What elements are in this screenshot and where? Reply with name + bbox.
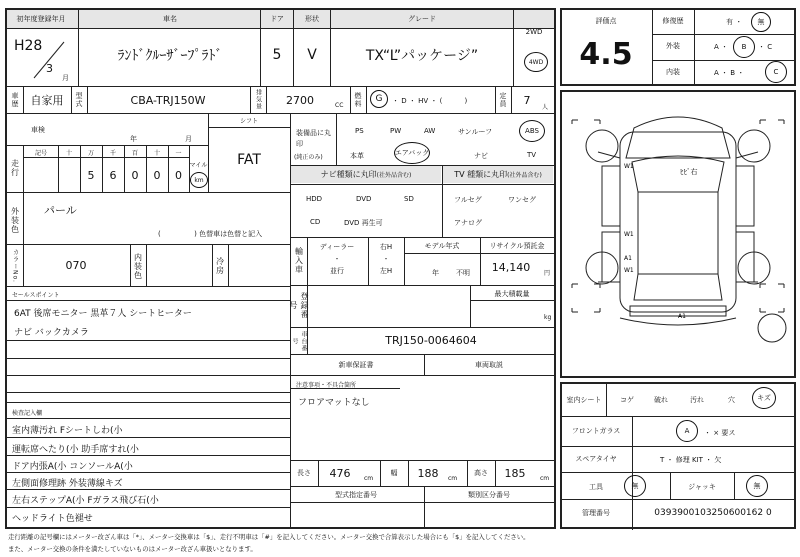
import-dot-1: ・	[333, 255, 341, 263]
class-label: 類別区分番号	[468, 491, 510, 499]
glass-label: フロントガラス	[571, 427, 621, 435]
notes-text: フロアマットなし	[298, 398, 370, 408]
height-label: 高さ	[474, 469, 488, 477]
exterior-c: ・ C	[758, 43, 773, 51]
drive-2wd: 2WD	[525, 28, 543, 36]
footer-line-2: また、メーター交換の条件を満たしていないものはメーター改ざん車扱いとなります。	[8, 545, 257, 553]
odo-sub: 記号	[34, 149, 47, 157]
cert-label: 型式指定番号	[335, 491, 377, 499]
equip-sub: (純正のみ)	[294, 154, 323, 161]
equip-ps: PS	[355, 127, 364, 135]
tv-label: TV 種類に丸印	[454, 170, 508, 179]
tools-label: 工具	[589, 483, 603, 491]
inspect-year: 年	[130, 135, 137, 143]
shape-label: 形状	[305, 15, 319, 23]
import-lh: 左H	[379, 267, 393, 275]
grade-value: TX“L”パッケージ”	[365, 48, 479, 64]
regnum-label: 登録番号	[289, 291, 309, 319]
jack-label: ジャッキ	[688, 483, 716, 491]
odo-digit-1	[58, 162, 80, 188]
modelyear-label: モデル年式	[424, 242, 460, 250]
exterior-a: A ・	[714, 43, 729, 51]
odo-km: km	[194, 176, 204, 184]
equip-tv: TV	[527, 151, 537, 159]
recycle-value: 14,140	[491, 260, 531, 274]
odo-digit-label-3: 千	[109, 149, 116, 157]
odo-digit-label-6: 一	[175, 149, 182, 157]
glass-a: A	[684, 427, 690, 435]
inspection-line-3: ドア内張A(小 コンソールA(小	[12, 462, 133, 472]
repair-options: 有 ・	[726, 18, 743, 26]
odo-label: 走行	[10, 159, 20, 177]
height-unit: cm	[540, 475, 550, 482]
odo-digit-5: 0	[153, 168, 161, 182]
equip-label: 装備品に丸印	[296, 129, 331, 148]
repair-none: 無	[757, 18, 765, 26]
odo-mile: マイル	[189, 161, 208, 169]
diagram-label-6: A1	[678, 313, 686, 320]
equip-navi: ナビ	[474, 152, 488, 160]
width-label: 幅	[390, 469, 398, 477]
inspection-line-5: 左右ステップA(小 Fガラス飛び石(小	[12, 496, 159, 506]
recycle-unit: 円	[544, 270, 551, 277]
drive-4wd: 4WD	[528, 58, 544, 66]
equip-aw: AW	[424, 127, 436, 135]
score-label: 評価点	[595, 17, 617, 25]
interior-label: 内装	[666, 68, 680, 76]
reg-month: 3	[46, 62, 53, 75]
odo-digit-label-4: 百	[131, 149, 138, 157]
cooler-label: 冷房	[215, 257, 225, 275]
equip-abs: ABS	[525, 127, 539, 135]
odo-digit-3: 6	[109, 168, 117, 182]
modelyear-unknown: 不明	[456, 269, 470, 277]
colorno-value: 070	[65, 258, 87, 272]
displacement-value: 2700	[286, 93, 314, 107]
chassis-value: TRJ150-0064604	[385, 333, 477, 347]
equip-airbag: エアバック	[394, 149, 430, 157]
colorno-label: カラーNo.	[11, 249, 19, 283]
navi-sub: (社外品含む)	[376, 172, 412, 179]
import-parallel: 並行	[330, 267, 344, 275]
tools-none: 無	[631, 482, 639, 490]
maxload-label: 最大積載量	[494, 290, 530, 298]
navi-dvd-play: DVD 再生可	[344, 219, 383, 227]
odo-digit-4: 0	[131, 168, 139, 182]
model-label: 型式	[75, 92, 83, 108]
use-label: 車歴	[11, 92, 19, 108]
fuel-options: ・ D ・ HV ・ ( )	[392, 97, 468, 105]
spare-options: T ・ 修理 KIT ・ 欠	[660, 456, 722, 464]
equip-sunroof: サンルーフ	[458, 128, 493, 136]
seat-kizu: キズ	[757, 394, 771, 402]
import-label: 輸入車	[294, 246, 304, 274]
selling-line-2: ナビ バックカメラ	[14, 328, 89, 338]
seat-opt-1: コゲ	[620, 396, 634, 404]
navi-hdd: HDD	[306, 195, 323, 203]
fuel-label: 燃料	[354, 92, 362, 108]
manual-label: 車両取説	[475, 361, 503, 369]
inspection-line-1: 室内薄汚れ Fシートしわ(小	[12, 426, 123, 436]
exterior-b: B	[741, 43, 747, 51]
odo-digit-label-1: 十	[65, 149, 72, 157]
reg-era: H28	[14, 38, 43, 54]
color-note: ( ) 色替車は色替と記入	[158, 230, 263, 238]
seat-opt-2: 破れ	[654, 396, 668, 404]
displacement-label: 排気量	[254, 89, 262, 110]
car-name-label: 車名	[163, 15, 177, 23]
equip-leather: 本革	[350, 152, 364, 160]
color-label: 外装色	[10, 206, 20, 234]
odo-digit-6: 0	[175, 168, 182, 182]
seat-opt-4: 穴	[728, 396, 735, 404]
tv-analog: アナログ	[454, 219, 482, 227]
tv-header	[443, 166, 553, 183]
notes-label: 注意事項・不具合箇所	[296, 382, 357, 389]
exterior-label: 外装	[666, 42, 680, 50]
reg-month-unit: 月	[62, 74, 69, 82]
navi-cd: CD	[310, 218, 321, 226]
navi-header	[291, 166, 441, 183]
inspection-label: 検査記入欄	[12, 410, 43, 417]
tv-oneseg: ワンセグ	[508, 196, 536, 204]
import-dot-2: ・	[382, 255, 390, 263]
door-label: ドア	[270, 15, 284, 23]
import-dealer: ディーラー	[319, 243, 355, 251]
inspection-line-2: 運転席へたり(小 助手席すれ(小	[12, 445, 139, 455]
car-name: ﾗﾝﾄﾞｸﾙｰｻﾞｰﾌﾟﾗﾄﾞ	[117, 48, 223, 64]
fuel-g: G	[375, 94, 383, 104]
maxload-unit: kg	[544, 314, 552, 321]
interior-color-label: 内装色	[133, 252, 143, 280]
diagram-label-2: ﾋﾋﾞ右	[680, 168, 698, 176]
glass-rest: ・ × 要ス	[704, 429, 736, 437]
grade-label: グレード	[408, 15, 436, 23]
tv-sub: (社外品含む)	[507, 172, 542, 179]
capacity-value: 7	[523, 93, 531, 107]
mgmt-label: 管理番号	[582, 509, 610, 517]
recycle-label: リサイクル預託金	[489, 242, 545, 250]
color-value: パール	[44, 204, 77, 217]
spare-label: スペアタイヤ	[575, 455, 617, 463]
odo-digit-label-2: 万	[87, 149, 94, 157]
navi-label: ナビ種類に丸印	[320, 170, 377, 179]
selling-label: セールスポイント	[12, 292, 60, 299]
length-label: 長さ	[297, 469, 311, 477]
shift-value: FAT	[237, 152, 261, 168]
shift-label: シフト	[239, 117, 258, 125]
diagram-label-5: W1	[624, 267, 634, 274]
selling-line-1: 6AT 後席モニター 黒革７人 シートヒーター	[14, 309, 192, 319]
length-value: 476	[329, 466, 351, 480]
tv-fullseg: フルセグ	[454, 196, 482, 204]
inspect-month: 月	[185, 135, 192, 143]
jack-none: 無	[753, 482, 761, 490]
inspect-label: 車検	[31, 126, 45, 134]
navi-sd: SD	[404, 195, 414, 203]
repair-label: 修復歴	[662, 17, 684, 25]
capacity-label: 定員	[499, 92, 507, 108]
capacity-unit: 人	[542, 104, 549, 111]
model-value: CBA-TRJ150W	[130, 93, 206, 107]
width-unit: cm	[448, 475, 458, 482]
use-value: 自家用	[30, 94, 64, 107]
displacement-unit: CC	[335, 102, 344, 109]
diagram-label-4: A1	[624, 255, 632, 262]
length-unit: cm	[364, 475, 374, 482]
warranty-label: 新車保証書	[338, 361, 374, 369]
inspection-line-6: ヘッドライト色褪せ	[12, 514, 93, 524]
chassis-label: 車台番号	[291, 330, 307, 352]
interior-c: C	[773, 68, 779, 76]
seat-opt-3: 汚れ	[690, 396, 704, 404]
modelyear-year: 年	[432, 269, 439, 277]
body-shape: V	[307, 47, 317, 63]
interior-options: A ・ B ・	[714, 69, 745, 77]
import-rh: 右H	[379, 243, 393, 251]
inspection-line-4: 左側面修理跡 外装薄線キズ	[12, 479, 123, 489]
width-value: 188	[417, 466, 439, 480]
diagram-label-1: W1	[624, 163, 634, 170]
diagram-label-3: W1	[624, 231, 634, 238]
door-count: 5	[272, 47, 282, 63]
footer-line-1: 走行距離の記号欄にはメーター改ざん車は「*」、メーター交換車は「$」、走行不明車は「#」を記入してください。メーター交換で合算表示した場合にも「$」を記入してください。	[8, 533, 530, 541]
score-value: 4.5	[579, 36, 633, 72]
seat-label: 室内シート	[566, 395, 602, 404]
equip-pw: PW	[390, 127, 402, 135]
odo-digit-2: 5	[87, 168, 95, 182]
navi-dvd: DVD	[356, 195, 372, 203]
car-diagram	[562, 92, 794, 376]
height-value: 185	[504, 466, 526, 480]
odo-digit-label-5: 十	[153, 149, 160, 157]
reg-year-label: 初年度登録年月	[16, 15, 66, 23]
mgmt-value: 0393900103250600162 0	[654, 508, 772, 518]
